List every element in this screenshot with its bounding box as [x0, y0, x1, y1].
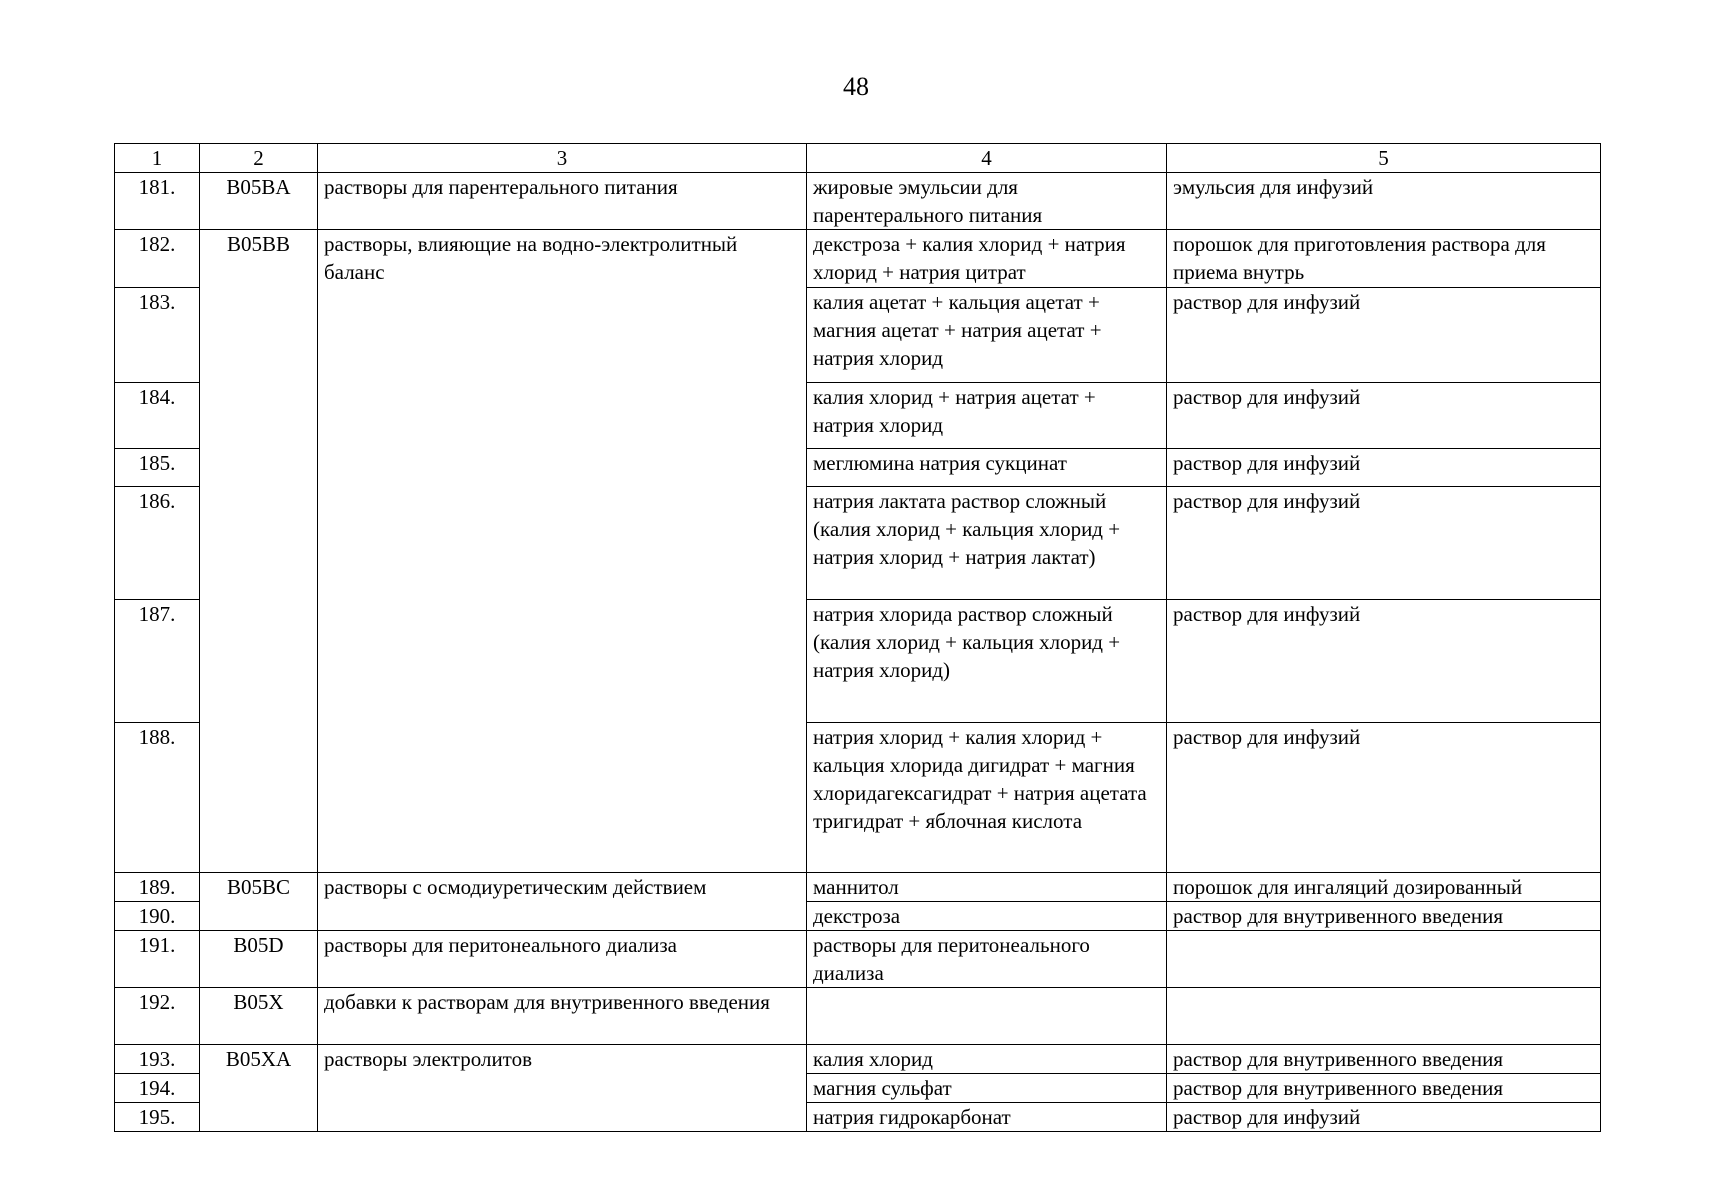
- dosage-form: раствор для инфузий: [1167, 449, 1601, 487]
- row-number: 189.: [115, 873, 200, 902]
- table-row: [115, 1045, 1601, 1074]
- substance-name: [807, 988, 1167, 1045]
- column-header: 3: [318, 144, 807, 173]
- dosage-form: [1167, 931, 1601, 988]
- row-number: 187.: [115, 600, 200, 723]
- substance-name: калия ацетат + кальция ацетат + магния ацетат + натрия ацетат + натрия хлорид: [807, 288, 1167, 383]
- dosage-form: раствор для внутривенного введения: [1167, 1045, 1601, 1074]
- group-name: растворы для перитонеального диализа: [318, 931, 807, 988]
- atc-code: B05BB: [200, 230, 318, 873]
- dosage-form: раствор для инфузий: [1167, 487, 1601, 600]
- column-header: 1: [115, 144, 200, 173]
- table-row: [115, 988, 1601, 1045]
- row-number: 186.: [115, 487, 200, 600]
- atc-code: B05BA: [200, 173, 318, 230]
- dosage-form: раствор для инфузий: [1167, 288, 1601, 383]
- dosage-form: порошок для ингаляций дозированный: [1167, 873, 1601, 902]
- substance-name: натрия гидрокарбонат: [807, 1103, 1167, 1132]
- atc-code: B05D: [200, 931, 318, 988]
- row-number: 184.: [115, 383, 200, 449]
- table-row: [115, 173, 1601, 230]
- dosage-form: раствор для инфузий: [1167, 600, 1601, 723]
- column-header: 2: [200, 144, 318, 173]
- substance-name: магния сульфат: [807, 1074, 1167, 1103]
- substance-name: калия хлорид + натрия ацетат + натрия хлорид: [807, 383, 1167, 449]
- substance-name: растворы для перитонеального диализа: [807, 931, 1167, 988]
- substance-name: жировые эмульсии для парентерального питания: [807, 173, 1167, 230]
- group-name: растворы с осмодиуретическим действием: [318, 873, 807, 931]
- row-number: 182.: [115, 230, 200, 288]
- dosage-form: [1167, 988, 1601, 1045]
- row-number: 190.: [115, 902, 200, 931]
- group-name: растворы электролитов: [318, 1045, 807, 1132]
- row-number: 181.: [115, 173, 200, 230]
- drug-table: [114, 143, 1601, 1132]
- page-number: 48: [843, 72, 869, 101]
- row-number: 191.: [115, 931, 200, 988]
- dosage-form: раствор для инфузий: [1167, 1103, 1601, 1132]
- dosage-form: раствор для инфузий: [1167, 723, 1601, 873]
- table-row: [115, 873, 1601, 902]
- row-number: 194.: [115, 1074, 200, 1103]
- header-row: [115, 144, 1601, 173]
- substance-name: декстроза + калия хлорид + натрия хлорид + натрия цитрат: [807, 230, 1167, 288]
- table-row: [115, 230, 1601, 288]
- row-number: 183.: [115, 288, 200, 383]
- dosage-form: порошок для приготовления раствора для приема внутрь: [1167, 230, 1601, 288]
- atc-code: B05XA: [200, 1045, 318, 1132]
- atc-code: B05BC: [200, 873, 318, 931]
- substance-name: калия хлорид: [807, 1045, 1167, 1074]
- substance-name: меглюмина натрия сукцинат: [807, 449, 1167, 487]
- row-number: 193.: [115, 1045, 200, 1074]
- dosage-form: раствор для инфузий: [1167, 383, 1601, 449]
- substance-name: натрия хлорида раствор сложный (калия хлорид + кальция хлорид + натрия хлорид): [807, 600, 1167, 723]
- column-header: 5: [1167, 144, 1601, 173]
- row-number: 185.: [115, 449, 200, 487]
- row-number: 188.: [115, 723, 200, 873]
- dosage-form: раствор для внутривенного введения: [1167, 1074, 1601, 1103]
- row-number: 192.: [115, 988, 200, 1045]
- group-name: растворы для парентерального питания: [318, 173, 807, 230]
- substance-name: натрия хлорид + калия хлорид + кальция хлорида дигидрат + магния хлоридагексагидрат + натрия ацетата тригидрат + яблочная кислота: [807, 723, 1167, 873]
- group-name: растворы, влияющие на водно-электролитный баланс: [318, 230, 807, 873]
- dosage-form: эмульсия для инфузий: [1167, 173, 1601, 230]
- atc-code: B05X: [200, 988, 318, 1045]
- row-number: 195.: [115, 1103, 200, 1132]
- substance-name: натрия лактата раствор сложный (калия хлорид + кальция хлорид + натрия хлорид + натрия лактат): [807, 487, 1167, 600]
- table-row: [115, 931, 1601, 988]
- substance-name: маннитол: [807, 873, 1167, 902]
- substance-name: декстроза: [807, 902, 1167, 931]
- column-header: 4: [807, 144, 1167, 173]
- group-name: добавки к растворам для внутривенного введения: [318, 988, 807, 1045]
- dosage-form: раствор для внутривенного введения: [1167, 902, 1601, 931]
